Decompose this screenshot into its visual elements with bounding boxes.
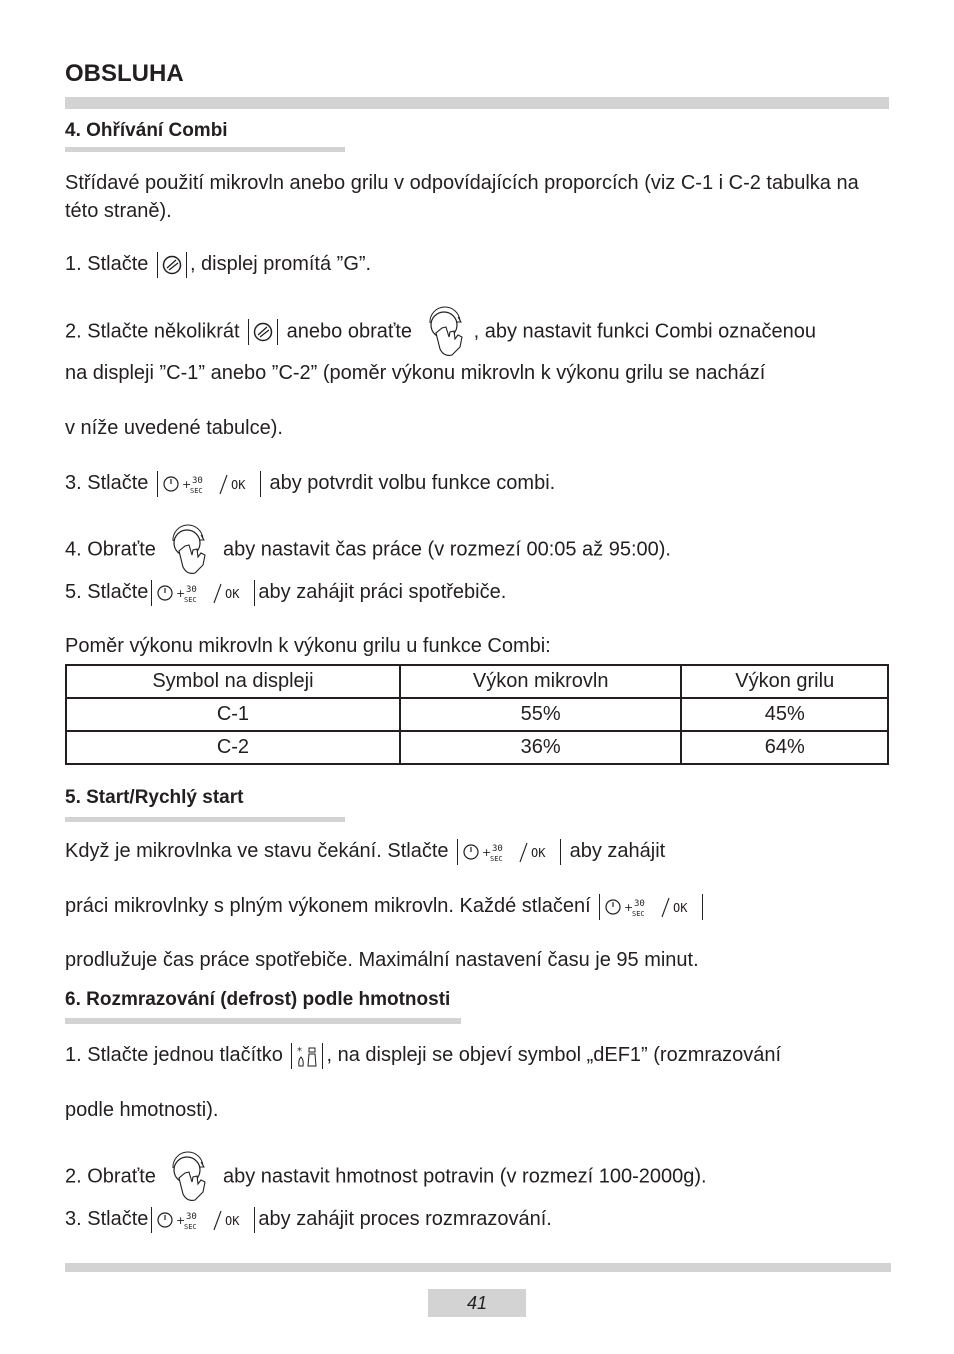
page-number: 41 [428, 1289, 526, 1317]
rotary-dial-hand-icon [165, 1150, 213, 1204]
section-4-step-2-line-3: v níže uvedené tabulce). [65, 417, 283, 439]
table-row [66, 731, 888, 764]
start-30sec-ok-icon [151, 580, 255, 606]
section-6-step-3: 3. Stlačte + 30 SEC OK aby zahájit proces rozmrazování. [65, 1208, 552, 1231]
svg-text:30: 30 [492, 843, 503, 854]
start-30sec-ok-icon [457, 839, 561, 865]
microwave-grill-icon [248, 319, 278, 345]
table-header-cell: Výkon mikrovln [400, 665, 682, 698]
svg-text:30: 30 [186, 584, 198, 595]
rotary-dial-hand-icon [422, 305, 470, 359]
section-4-step-2-line-2: na displeji ”C-1” anebo ”C-2” (poměr výkonu mikrovln k výkonu grilu se nachází [65, 362, 766, 384]
footer-rule [65, 1263, 891, 1272]
svg-text:SEC: SEC [189, 486, 203, 495]
table-caption: Poměr výkonu mikrovln k výkonu grilu u funkce Combi: [65, 635, 551, 657]
svg-text:+: + [181, 477, 192, 491]
svg-text:OK: OK [531, 845, 546, 860]
svg-text:OK: OK [225, 586, 240, 601]
svg-text:+: + [176, 1213, 186, 1227]
section-4-heading: 4. Ohřívání Combi [65, 120, 228, 141]
svg-text:+: + [624, 900, 634, 914]
table-header-cell: Výkon grilu [681, 665, 888, 698]
table-cell: 45% [681, 698, 888, 731]
rotary-dial-hand-icon [165, 523, 213, 577]
power-ratio-table [65, 664, 889, 765]
section-5-heading: 5. Start/Rychlý start [65, 787, 244, 808]
title-rule [65, 97, 889, 109]
svg-text:OK: OK [230, 477, 246, 492]
svg-text:+: + [176, 586, 186, 600]
svg-text:SEC: SEC [184, 595, 198, 604]
svg-text:30: 30 [191, 475, 203, 486]
section-6-step-1-line-2: podle hmotnosti). [65, 1099, 219, 1121]
section-6-rule [65, 1018, 461, 1024]
table-header-cell: Symbol na displeji [66, 665, 400, 698]
svg-text:+: + [482, 845, 492, 859]
svg-text:SEC: SEC [490, 854, 503, 863]
section-5-line-2: práci mikrovlnky s plným výkonem mikrovln. Každé stlačení + 30 SEC OK [65, 892, 706, 920]
svg-text:OK: OK [225, 1213, 240, 1228]
section-4-step-4: 4. Obraťte aby nastavit čas práce (v rozmezí 00:05 až 95:00). [65, 523, 671, 577]
section-6-step-2: 2. Obraťte aby nastavit hmotnost potravin (v rozmezí 100-2000g). [65, 1150, 707, 1204]
table-cell: C-2 [66, 731, 400, 764]
table-row [66, 698, 888, 731]
section-4-step-5: 5. Stlačte + 30 SEC OK aby zahájit práci spotřebiče. [65, 581, 507, 604]
section-5-line-3: prodlužuje čas práce spotřebiče. Maximální nastavení času je 95 minut. [65, 949, 699, 971]
section-6-step-1: 1. Stlačte jednou tlačítko * , na displeji se objeví symbol „dEF1” (rozmrazování [65, 1041, 781, 1069]
start-30sec-ok-icon [599, 894, 703, 920]
section-5-line-1: Když je mikrovlnka ve stavu čekání. Stlačte + 30 SEC OK aby zahájit [65, 840, 666, 863]
svg-text:30: 30 [634, 898, 646, 909]
table-cell: C-1 [66, 698, 400, 731]
table-cell: 64% [681, 731, 888, 764]
section-6-heading: 6. Rozmrazování (defrost) podle hmotnosti [65, 989, 451, 1010]
svg-text:SEC: SEC [632, 909, 645, 918]
section-4-rule [65, 147, 345, 152]
svg-text:*: * [297, 1045, 303, 1057]
section-5-rule [65, 817, 345, 822]
page-title: OBSLUHA [65, 60, 184, 87]
section-4-intro: Střídavé použití mikrovln anebo grilu v odpovídajících proporcích (viz C-1 i C-2 tabulka na této straně). [65, 172, 859, 222]
svg-text:30: 30 [186, 1211, 198, 1222]
start-30sec-ok-icon [151, 1207, 255, 1233]
table-cell: 55% [400, 698, 682, 731]
svg-text:OK: OK [673, 900, 688, 915]
section-4-step-2: 2. Stlačte několikrát anebo obraťte , aby nastavit funkci Combi označenou [65, 305, 816, 359]
table-header-row [66, 665, 888, 698]
start-30sec-ok-icon [157, 471, 261, 497]
microwave-grill-icon [157, 252, 187, 278]
defrost-weight-icon [291, 1043, 323, 1069]
section-4-step-1: 1. Stlačte , displej promítá ”G”. [65, 250, 371, 278]
table-cell: 36% [400, 731, 682, 764]
section-4-step-3: 3. Stlačte + 30 SEC OK aby potvrdit volbu funkce combi. [65, 472, 556, 495]
svg-text:SEC: SEC [184, 1222, 198, 1231]
